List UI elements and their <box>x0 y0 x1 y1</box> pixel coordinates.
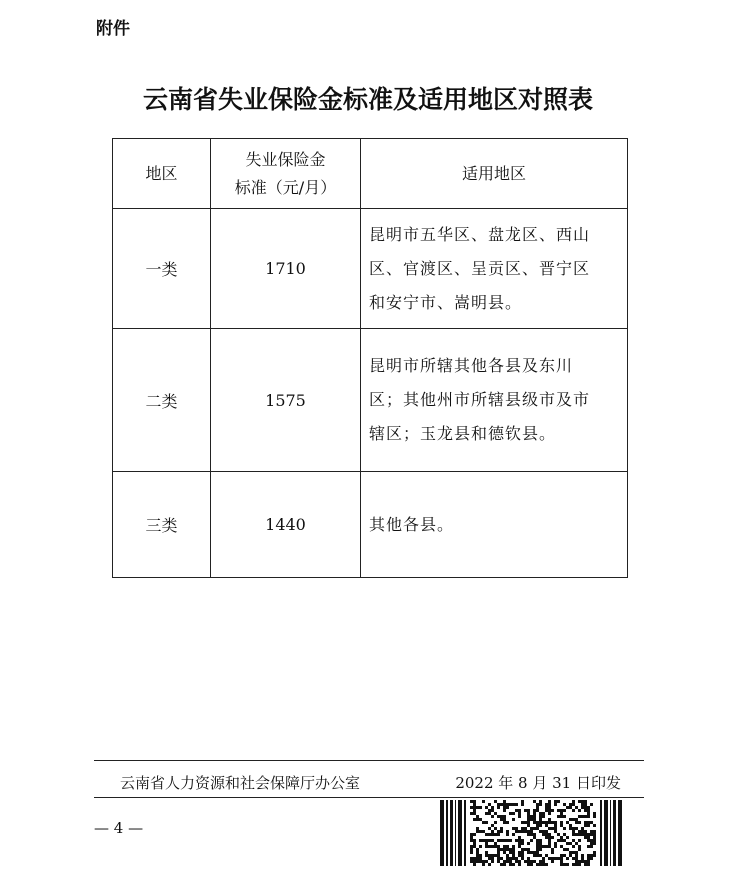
table-header-row <box>113 139 628 209</box>
cell-amount: 1710 <box>211 209 361 329</box>
scope-line: 和安宁市、嵩明县。 <box>369 292 523 312</box>
attachment-label: 附件 <box>96 19 130 39</box>
header-amount <box>211 139 361 209</box>
page-number: — 4 — <box>94 819 144 837</box>
barcode-icon <box>440 800 622 866</box>
scope-line: 区、官渡区、呈贡区、晋宁区 <box>369 258 591 278</box>
header-amount-line2: 标准（元/月） <box>234 177 337 197</box>
footer-top-rule <box>94 760 644 761</box>
scope-line: 区；其他州市所辖县级市及市 <box>369 390 591 409</box>
cell-scope <box>361 209 628 329</box>
cell-scope <box>361 329 628 472</box>
cell-region: 一类 <box>113 209 211 329</box>
cell-scope <box>361 472 628 578</box>
scope-line: 其他各县。 <box>369 514 455 534</box>
table-row <box>113 472 628 578</box>
cell-region: 三类 <box>113 472 211 578</box>
table-row <box>113 209 628 329</box>
scope-line: 昆明市五华区、盘龙区、西山 <box>369 224 591 244</box>
cell-amount: 1575 <box>211 329 361 472</box>
unemployment-insurance-table <box>112 138 628 578</box>
table-row <box>113 329 628 472</box>
header-amount-line1: 失业保险金 <box>245 149 326 169</box>
header-region: 地区 <box>113 139 211 209</box>
footer-date: 2022 年 8 月 31 日印发 <box>455 774 621 792</box>
footer-issuer: 云南省人力资源和社会保障厅办公室 <box>120 774 361 792</box>
cell-region: 二类 <box>113 329 211 472</box>
header-scope: 适用地区 <box>361 139 628 209</box>
page-title: 云南省失业保险金标准及适用地区对照表 <box>142 85 593 114</box>
scope-line: 辖区；玉龙县和德钦县。 <box>369 424 557 443</box>
footer-bottom-rule <box>94 797 644 798</box>
cell-amount: 1440 <box>211 472 361 578</box>
scope-line: 昆明市所辖其他各县及东川 <box>369 356 574 375</box>
